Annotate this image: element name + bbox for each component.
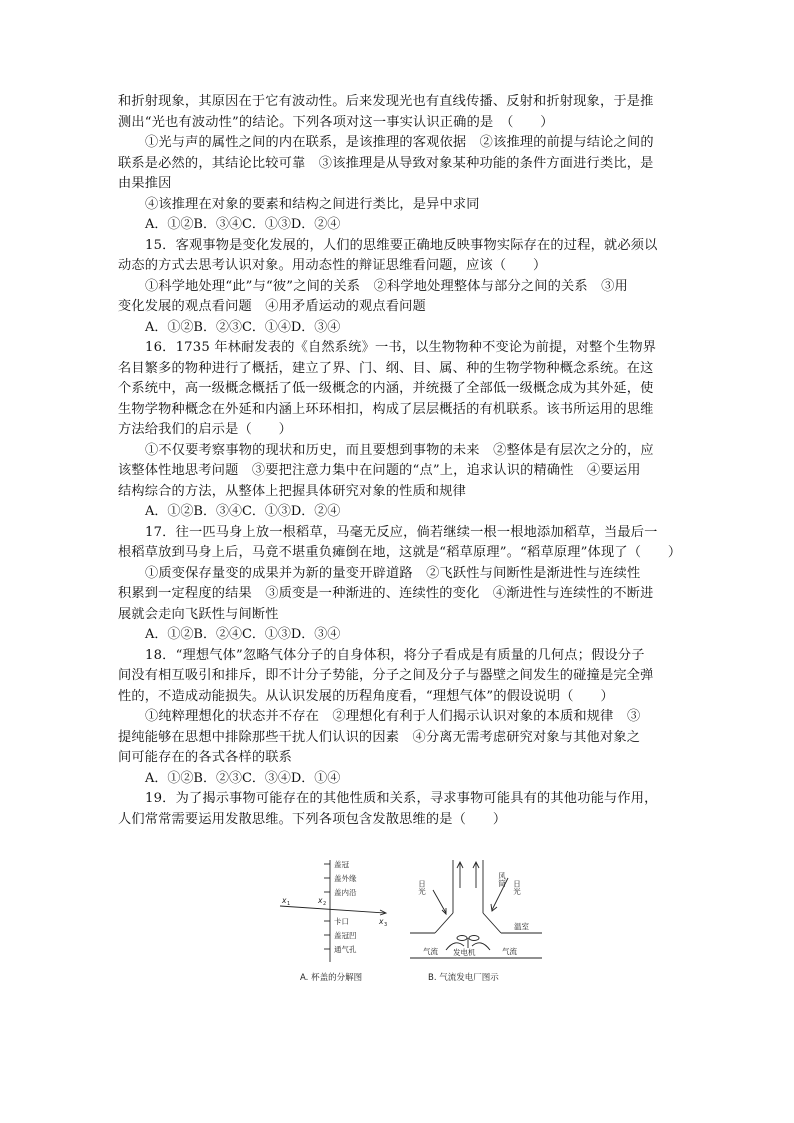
label-lid-recess: 盖冠凹: [334, 931, 357, 940]
q16-statement: 结构综合的方法，从整体上把握具体研究对象的性质和规律: [118, 483, 467, 499]
axis-label-x3-sub: 3: [384, 922, 388, 928]
turbine-blade-icon: [469, 936, 479, 941]
figure-a-cup-lid-diagram: [280, 860, 386, 962]
q18-statement: 间可能存在的各式各样的联系: [118, 750, 293, 765]
q17-text-line: 17．往一匹马身上放一根稻草，马毫无反应，倘若继续一根一根地添加稻草，当最后一: [145, 524, 658, 540]
q15-text-line: 15．客观事物是变化发展的，人们的思维要正确地反映事物实际存在的过程，就必须以: [145, 237, 658, 253]
greenhouse-left-slope: [435, 913, 453, 933]
greenhouse-right-slope: [483, 913, 501, 933]
q18-text-line: 性的，不造成动能损失。从认识发展的历程角度看，“理想气体”的假设说明（ ）: [118, 688, 614, 704]
q14-statement: 由果推因: [118, 176, 172, 191]
q14-statement: ①光与声的属性之间的内在联系，是该推理的客观依据 ②该推理的前提与结论之间的: [145, 135, 654, 150]
axis-label-x2-sub: 2: [323, 901, 327, 907]
q18-statement: ①纯粹理想化的状态并不存在 ②理想化有利于人们揭示认识对象的本质和规律 ③: [145, 709, 641, 724]
q16-text-line: 生物学物种概念在外延和内涵上环环相扣，构成了层层概括的有机联系。该书所运用的思维: [118, 401, 654, 417]
figure-a-caption: A. 杯盖的分解图: [300, 973, 363, 983]
q16-text-line: 个系统中，高一级概念概括了低一级概念的内涵，并统摄了全部低一级概念成为其外延，使: [118, 381, 654, 396]
label-lid-crown: 盖冠: [334, 860, 349, 869]
label-generator: 发电机: [453, 948, 476, 957]
label-lid-inner-rim: 盖内沿: [334, 888, 357, 897]
q19-text-line: 人们常常需要运用发散思维。下列各项包含发散思维的是（ ）: [118, 811, 507, 827]
figure-b-caption: B. 气流发电厂图示: [428, 973, 499, 983]
q16-statement: ①不仅要考察事物的现状和历史，而且要想到事物的未来 ②整体是有层次之分的，应: [145, 442, 654, 458]
figure-a-labels: [281, 859, 387, 983]
sunlight-arrow-left: [433, 890, 446, 913]
q15-text-line: 动态的方式去思考认识对象。用动态性的辩证思维看问题，应该（ ）: [118, 258, 547, 273]
q17-text-line: 根稻草放到马身上后，马竟不堪重负瘫倒在地，这就是“稻草原理”。“稻草原理”体现了（ ）: [118, 545, 682, 560]
q18-text-line: 间没有相互吸引和排斥，即不计分子势能，分子之间及分子与器壁之间发生的碰撞是完全弹: [118, 668, 654, 683]
figure-b-labels: [417, 872, 529, 983]
axis-label-x1: x: [282, 896, 287, 905]
q17-options: A．①②B．②④C．①③D．③④: [145, 627, 341, 642]
q14-options: A．①②B．③④C．①③D．②④: [145, 217, 341, 232]
label-sunlight-right: 日光: [512, 880, 522, 895]
figures-svg: [270, 858, 560, 988]
q15-statement: 变化发展的观点看问题 ④用矛盾运动的观点看问题: [118, 299, 426, 314]
label-clip: 卡口: [334, 917, 349, 926]
label-airflow-left: 气流: [423, 947, 438, 956]
label-vent-hole: 通气孔: [334, 945, 357, 954]
q19-figures: [270, 858, 560, 988]
label-airflow-right: 气流: [502, 947, 517, 956]
q16-options: A．①②B．③④C．①③D．②④: [145, 504, 341, 519]
q14-text-line: 测出“光也有波动性”的结论。下列各项对这一事实认识正确的是 （ ）: [118, 114, 554, 130]
turbine-blade-icon: [457, 936, 467, 941]
axis-label-x3: x: [379, 917, 384, 926]
q18-options: A．①②B．②③C．③④D．①④: [145, 770, 341, 786]
q14-statement: 联系是必然的，其结论比较可靠 ③该推理是从导致对象某种功能的条件方面进行类比，是: [118, 155, 654, 171]
label-chimney: 风筒: [497, 872, 507, 887]
q16-text-line: 名目繁多的物种进行了概括，建立了界、门、纲、目、属、种的生物学物种概念系统。在这: [118, 360, 654, 376]
q14-statement: ④该推理在对象的要素和结构之间进行类比，是异中求同: [145, 196, 480, 212]
exam-page: [118, 92, 682, 830]
q18-text-line: 18．“理想气体”忽略气体分子的自身体积，将分子看成是有质量的几何点；假设分子: [145, 647, 645, 663]
label-sunlight-left: 日光: [417, 880, 427, 895]
q16-text-line: 方法给我们的启示是（ ）: [118, 422, 293, 437]
q18-statement: 提纯能够在思想中排除那些干扰人们认识的因素 ④分离无需考虑研究对象与其他对象之: [118, 729, 641, 745]
q16-statement: 该整体性地思考问题 ③要把注意力集中在问题的“点”上，追求认识的精确性 ④要运用: [118, 463, 641, 478]
axis-label-x1-sub: 1: [287, 901, 291, 907]
q17-statement: 展就会走向飞跃性与间断性: [118, 606, 279, 622]
horizontal-axis: [280, 906, 385, 913]
axis-label-x2: x: [318, 896, 323, 905]
label-lid-outer-edge: 盖外缘: [334, 874, 357, 883]
q19-text-line: 19．为了揭示事物可能存在的其他性质和关系，寻求事物可能具有的其他功能与作用，: [145, 791, 658, 806]
q17-statement: ①质变保存量变的成果并为新的量变开辟道路 ②飞跃性与间断性是渐进性与连续性: [145, 565, 641, 581]
q16-text-line: 16．1735 年林耐发表的《自然系统》一书，以生物物种不变论为前提，对整个生物界: [145, 340, 657, 355]
label-greenhouse: 温室: [514, 922, 529, 931]
figure-b-power-plant-diagram: [410, 860, 542, 958]
q17-statement: 积累到一定程度的结果 ③质变是一种渐进的、连续性的变化 ④渐进性与连续性的不断进: [118, 586, 654, 601]
q15-options: A．①②B．②③C．①④D．③④: [145, 319, 341, 335]
q15-statement: ①科学地处理“此”与“彼”之间的关系 ②科学地处理整体与部分之间的关系 ③用: [145, 278, 628, 294]
q14-text-line: 和折射现象，其原因在于它有波动性。后来发现光也有直线传播、反射和折射现象，于是推: [118, 94, 654, 109]
